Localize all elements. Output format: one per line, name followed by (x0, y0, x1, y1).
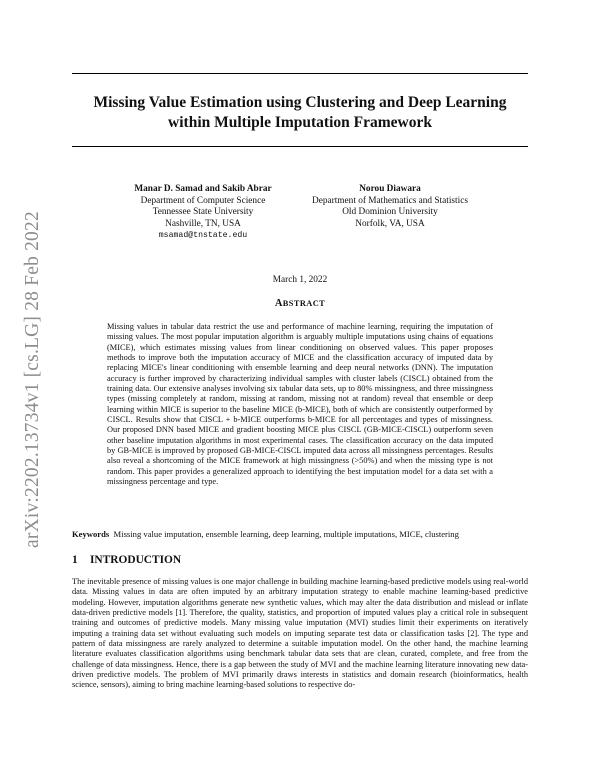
paper-title (72, 93, 528, 133)
author-location: Norfolk, VA, USA (355, 218, 425, 229)
abstract-text: Missing values in tabular data restrict the use and performance of machine learning, requiring the imputation of missing values. The most popular imputation algorithm is arguably multiple imputations using chains of equations (MICE), which estimates missing values from linear conditioning on observed values. This paper proposes methods to improve both the imputation accuracy of MICE and the classification accuracy of imputed data by replacing MICE's linear conditioning with ensemble learning and deep neural networks (DNN). The imputation accuracy is further improved by characterizing individual samples with cluster labels (CISCL) obtained from the training data. Our extensive analyses involving six tabular data sets, up to 80% missingness, and three missingness types (missing completely at random, missing at random, missing not at random) reveal that ensemble or deep learning within MICE is superior to the baseline MICE (b-MICE), both of which are consistently outperformed by CISCL. Results show that CISCL + b-MICE outperforms b-MICE for all percentages and types of missingness. Our proposed DNN based MICE and gradient boosting MICE plus CISCL (GB-MICE-CISCL) outperform seven other baseline imputation algorithms in most experimental cases. The classification accuracy on the data imputed by GB-MICE is improved by proposed GB-MICE-CISCL imputed data across all missingness percentages. Results also reveal a shortcoming of the MICE framework at high missingness (>50%) and when the missing type is not random. This paper provides a generalized approach to identifying the best imputation model for a data set with a missingness percentage and type. (107, 322, 493, 487)
introduction-paragraph: The inevitable presence of missing values is one major challenge in building machine learning-based predictive models using real-world data. Missing values in data are often imputed by an arbitrary imputation strategy to enable machine learning-based predictive modeling. However, imputation algorithms generate new synthetic values, which may alter the data distribution and mislead or inflate data-driven predictive models [1]. Therefore, the quality, statistics, and proportion of imputed values play a critical role in subsequent training and outcomes of predictive models. Many missing value imputation (MVI) studies limit their experiments on iteratively imputing a training data set without evaluating such models on imputing separate test data or classification tasks [2]. The type and pattern of data missingness are rarely analyzed to determine a suitable imputation model. On the other hand, the machine learning literature evaluates classification algorithms using benchmark tabular data sets that are clean, curated, complete, and free from the challenge of data missingness. Hence, there is a gap between the study of MVI and the machine learning literature innovating new data-driven predictive models. The problem of MVI primarily draws interests in statistics and domain research (bioinformatics, health science, sensors), aiming to bring machine learning-based solutions to respective do- (72, 577, 528, 690)
title-rule-bottom (72, 146, 528, 147)
author-block-1 (123, 184, 283, 242)
author-name: Manar D. Samad and Sakib Abrar (134, 184, 272, 194)
section-number: 1 (72, 554, 78, 566)
title-line-1: Missing Value Estimation using Clustering and Deep Learning (93, 94, 507, 111)
author-block-2 (300, 184, 480, 230)
abstract-heading (72, 298, 528, 309)
keywords-list: Missing value imputation, ensemble learning, deep learning, multiple imputations, MICE, clustering (113, 529, 459, 539)
section-title: INTRODUCTION (90, 554, 182, 566)
author-institution: Old Dominion University (342, 207, 438, 218)
abstract-heading-rest: BSTRACT (282, 299, 326, 308)
keywords-label: Keywords (72, 529, 110, 539)
title-rule-top (72, 73, 528, 74)
arxiv-watermark: arXiv:2202.13734v1 [cs.LG] 28 Feb 2022 (22, 211, 43, 548)
paper-date: March 1, 2022 (272, 275, 328, 285)
title-line-2: within Multiple Imputation Framework (168, 114, 432, 131)
section-heading (72, 554, 181, 566)
author-department: Department of Mathematics and Statistics (312, 195, 468, 206)
author-email[interactable]: msamad@tnstate.edu (158, 231, 248, 241)
author-department: Department of Computer Science (140, 195, 266, 206)
abstract-heading-initial: A (274, 298, 283, 309)
keywords-line (72, 529, 528, 539)
author-institution: Tennessee State University (152, 207, 254, 218)
author-name: Norou Diawara (359, 184, 421, 194)
author-location: Nashville, TN, USA (165, 218, 241, 229)
